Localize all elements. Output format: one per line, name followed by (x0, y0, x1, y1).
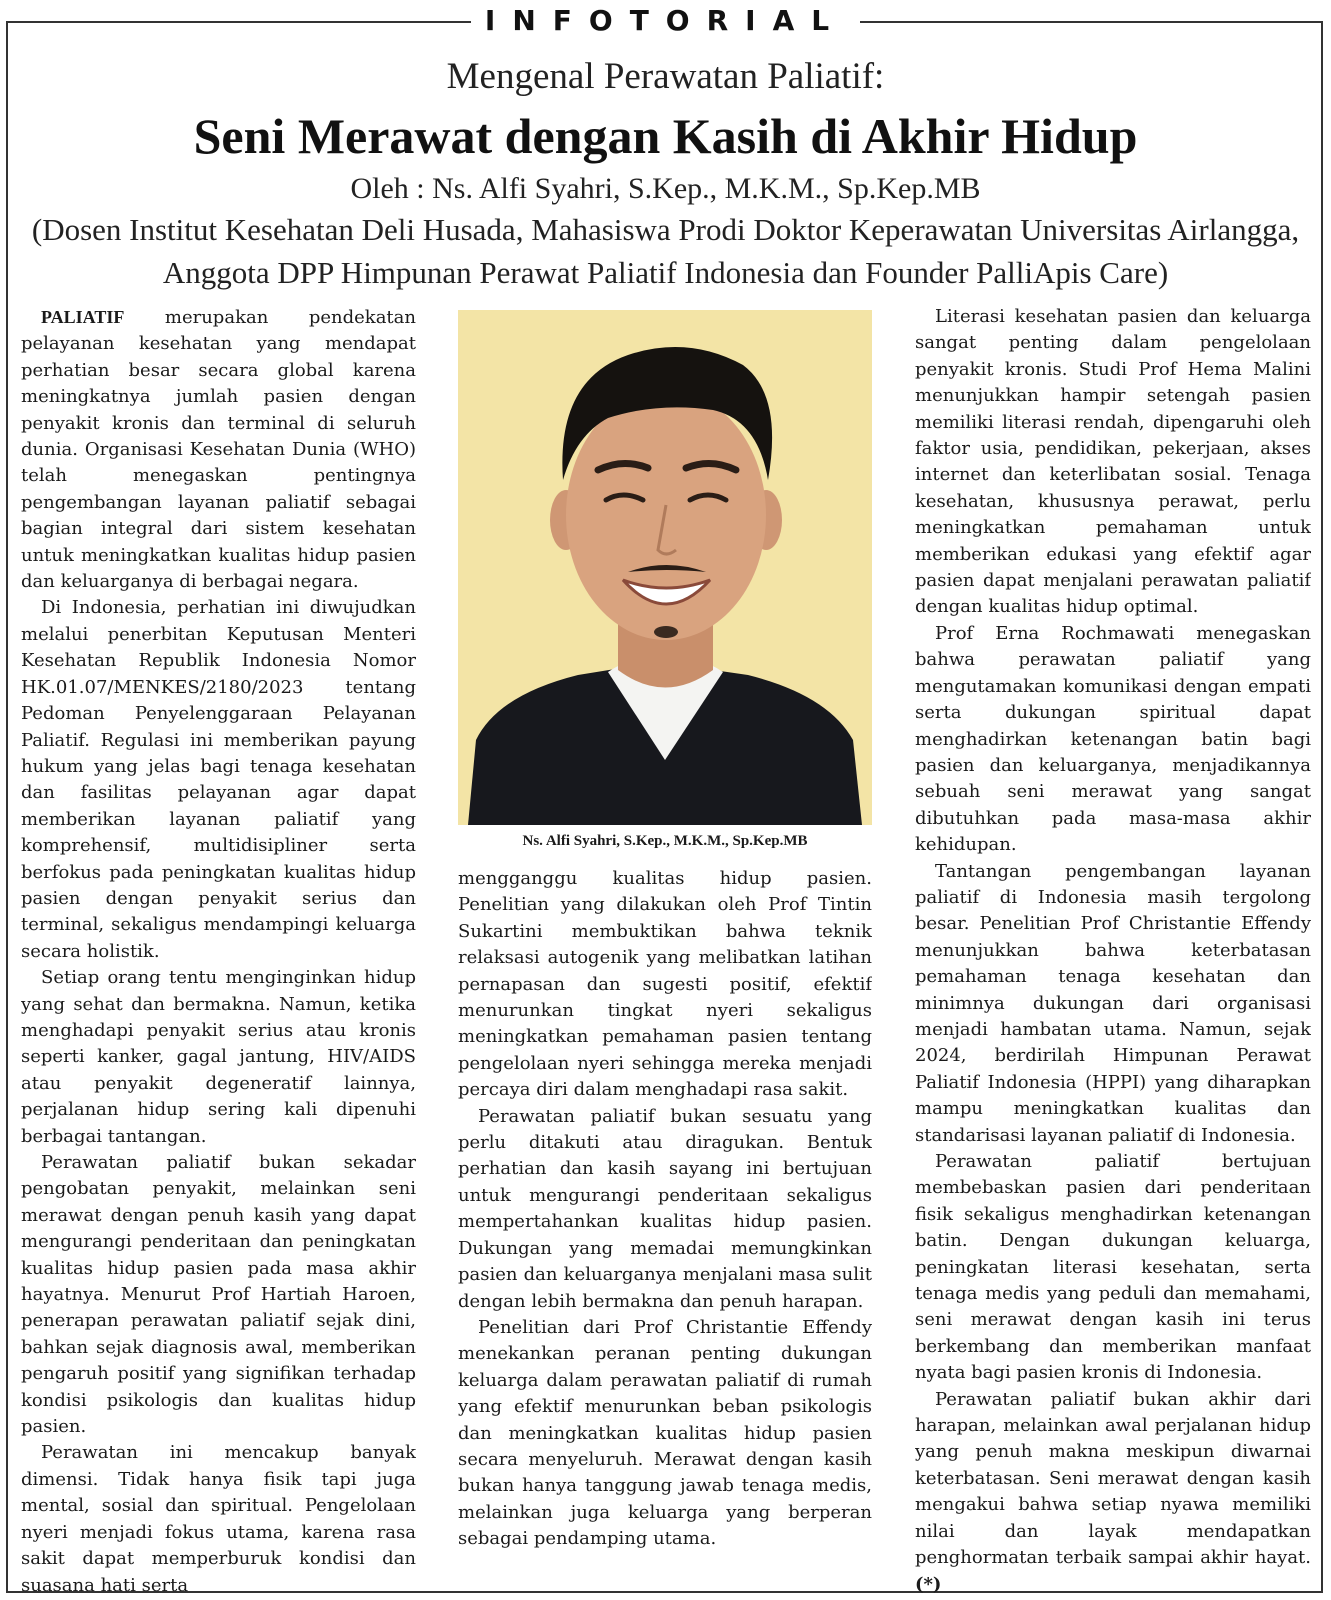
portrait-illustration (458, 310, 872, 825)
paragraph-6: Perawatan paliatif bukan sesuatu yang perlu ditakuti atau diragukan. Bentuk perhatian dan kasih sayang ini bertujuan untuk mengurangi penderitaan sekaligus mempertahankan kualitas hidup pasien. Dukungan yang memadai memungkinkan pasien dan keluarganya menjalani masa sulit dengan lebih bermakna dan penuh harapan. (458, 1105, 872, 1312)
photo-caption: Ns. Alfi Syahri, S.Kep., M.K.M., Sp.Kep.MB (522, 833, 808, 849)
paragraph-5-continued: mengganggu kualitas hidup pasien. Penelitian yang dilakukan oleh Prof Tintin Sukartini membuktikan bahwa teknik relaksasi autogenik yang melibatkan latihan pernapasan dan sugesti positif, efektif menurunkan tingkat nyeri sekaligus meningkatkan pemahaman pasien tentang pengelolaan nyeri sehingga mereka menjadi percaya diri dalam menghadapi rasa sakit. (458, 868, 872, 1101)
paragraph-11: Perawatan paliatif bertujuan membebaskan pasien dari penderitaan fisik sekaligus menghadirkan ketenangan batin. Dengan dukungan keluarga, peningkatan literasi kesehatan, serta tenaga medis yang peduli dan memahami, seni merawat dengan kasih ini terus berkembang dan memberikan manfaat nyata bagi pasien kronis di Indonesia. (915, 1151, 1311, 1384)
column-3 (915, 304, 1311, 1594)
paragraph-1-text: merupakan pendekatan pelayanan kesehatan yang mendapat perhatian besar secara global karena meningkatnya jumlah pasien dengan penyakit kronis dan terminal di seluruh dunia. Organisasi Kesehatan Dunia (WHO) telah menegaskan pentingnya pengembangan layanan paliatif sebagai bagian integral dari sistem kesehatan untuk meningkatkan kualitas hidup pasien dan keluarganya di berbagai negara. (21, 307, 416, 593)
column-2 (458, 866, 872, 1594)
end-mark: (*) (915, 1573, 942, 1594)
paragraph-4: Perawatan paliatif bukan sekadar pengobatan penyakit, melainkan seni merawat dengan penuh kasih yang dapat mengurangi penderitaan dan peningkatan kualitas hidup pasien pada masa akhir hayatnya. Menurut Prof Hartiah Haroen, penerapan perawatan paliatif sejak dini, bahkan sejak diagnosis awal, memberikan pengaruh positif yang signifikan terhadap kondisi psikologis dan kualitas hidup pasien. (21, 1152, 416, 1438)
paragraph-5: Perawatan ini mencakup banyak dimensi. Tidak hanya fisik tapi juga mental, sosial dan spiritual. Pengelolaan nyeri menjadi fokus utama, karena rasa sakit dapat memperburuk kondisi dan suasana hati serta (21, 1442, 416, 1594)
paragraph-1 (21, 304, 416, 595)
paragraph-12-text: Perawatan paliatif bukan akhir dari harapan, melainkan awal perjalanan hidup yang penuh makna meskipun diwarnai keterbatasan. Seni merawat dengan kasih mengakui bahwa setiap nyawa memiliki nilai dan layak mendapatkan penghormatan terbaik sampai akhir hayat. (915, 1388, 1311, 1569)
lead-word: PALIATIF (41, 307, 125, 327)
column-1 (21, 304, 416, 1594)
headline-kicker: Mengenal Perawatan Paliatif: (446, 56, 885, 97)
paragraph-10: Tantangan pengembangan layanan paliatif di Indonesia masih tergolong besar. Penelitian Prof Christantie Effendy menunjukkan bahwa keterbatasan pemahaman tenaga kesehatan dan minimnya dukungan dari organisasi menjadi hambatan utama. Namun, sejak 2024, berdirilah Himpunan Perawat Paliatif Indonesia (HPPI) yang diharapkan mampu meningkatkan kualitas dan standarisasi layanan paliatif di Indonesia. (915, 860, 1311, 1146)
paragraph-3: Setiap orang tentu menginginkan hidup yang sehat dan bermakna. Namun, ketika menghadapi penyakit serius atau kronis seperti kanker, gagal jantung, HIV/AIDS atau penyakit degeneratif lainnya, perjalanan hidup sering kali dipenuhi berbagai tantangan. (21, 967, 416, 1147)
author-affiliation: (Dosen Institut Kesehatan Deli Husada, Mahasiswa Prodi Doktor Keperawatan Universitas Airlangga, Anggota DPP Himpunan Perawat Paliatif Indonesia dan Founder PalliApis Care) (31, 212, 1300, 290)
paragraph-9: Prof Erna Rochmawati menegaskan bahwa perawatan paliatif yang mengutamakan komunikasi dengan empati serta dukungan spiritual dapat menghadirkan ketenangan batin bagi pasien dan keluarganya, menjadikannya sebuah seni merawat yang sangat dibutuhkan pada masa-masa akhir kehidupan. (915, 622, 1311, 856)
paragraph-7: Penelitian dari Prof Christantie Effendy menekankan peranan penting dukungan keluarga dalam perawatan paliatif di rumah yang efektif menurunkan beban psikologis dan meningkatkan kualitas hidup pasien secara menyeluruh. Merawat dengan kasih bukan hanya tanggung jawab tenaga medis, melainkan juga keluarga yang berperan sebagai pendamping utama. (458, 1316, 872, 1550)
section-tag (0, 4, 1331, 38)
paragraph-12 (915, 1387, 1311, 1594)
headline-title: Seni Merawat dengan Kasih di Akhir Hidup (193, 108, 1138, 164)
author-photo (458, 310, 872, 825)
paragraph-2: Di Indonesia, perhatian ini diwujudkan melalui penerbitan Keputusan Menteri Kesehatan Republik Indonesia Nomor HK.01.07/MENKES/2180/2023 tentang Pedoman Penyelenggaraan Pelayanan Paliatif. Regulasi ini memberikan payung hukum yang jelas bagi tenaga kesehatan dan fasilitas pelayanan agar dapat memberikan layanan paliatif yang komprehensif, multidisipliner serta berfokus pada peningkatan kualitas hidup pasien dengan penyakit serius dan terminal, sekaligus mendampingi keluarga secara holistik. (21, 597, 416, 962)
byline: Oleh : Ns. Alfi Syahri, S.Kep., M.K.M., Sp.Kep.MB (350, 172, 981, 205)
section-tag-label: INFOTORIAL (471, 4, 860, 38)
paragraph-8: Literasi kesehatan pasien dan keluarga sangat penting dalam pengelolaan penyakit kronis. Studi Prof Hema Malini menunjukkan hampir setengah pasien memiliki literasi rendah, dipengaruhi oleh faktor usia, pendidikan, pekerjaan, akses internet dan keterlibatan sosial. Tenaga kesehatan, khususnya perawat, perlu meningkatkan pemahaman untuk memberikan edukasi yang efektif agar pasien dapat menjalani perawatan paliatif dengan kualitas hidup optimal. (915, 306, 1311, 618)
